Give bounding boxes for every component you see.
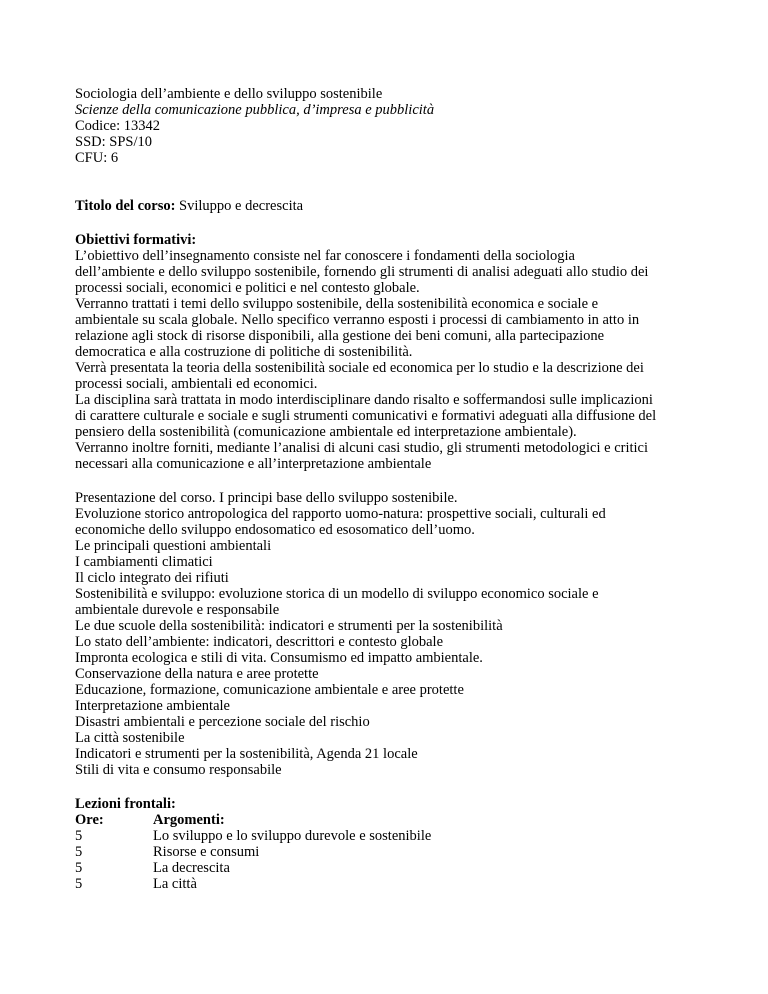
program-line: Presentazione del corso. I principi base dello sviluppo sostenibile. xyxy=(75,490,458,506)
objectives-line: La disciplina sarà trattata in modo interdisciplinare dando risalto e soffermandosi sulle implicazioni xyxy=(75,392,653,408)
lecture-row xyxy=(75,860,715,876)
course-title-label: Titolo del corso: xyxy=(75,198,176,214)
lectures-section xyxy=(75,796,715,892)
degree-name: Scienze della comunicazione pubblica, d’impresa e pubblicità xyxy=(75,102,435,118)
program-line: Indicatori e strumenti per la sostenibilità, Agenda 21 locale xyxy=(75,746,418,762)
course-header xyxy=(75,86,715,166)
lecture-hours: 5 xyxy=(75,876,83,892)
program-section xyxy=(75,490,715,778)
lectures-header-row xyxy=(75,812,715,828)
objectives-line: processi sociali, economici e politici e nel contesto globale. xyxy=(75,280,420,296)
lecture-hours: 5 xyxy=(75,828,83,844)
program-line: economiche dello sviluppo endosomatico ed esosomatico dell’uomo. xyxy=(75,522,475,538)
lecture-topic: Risorse e consumi xyxy=(153,844,260,860)
lecture-row xyxy=(75,876,715,892)
course-ssd: SSD: SPS/10 xyxy=(75,134,152,150)
hours-column-header: Ore: xyxy=(75,812,104,828)
program-line: Le due scuole della sostenibilità: indicatori e strumenti per la sostenibilità xyxy=(75,618,503,634)
program-line: Conservazione della natura e aree protette xyxy=(75,666,319,682)
program-line: La città sostenibile xyxy=(75,730,185,746)
objectives-line: necessari alla comunicazione e all’interpretazione ambientale xyxy=(75,456,432,472)
course-code: Codice: 13342 xyxy=(75,118,160,134)
objectives-line: Verranno trattati i temi dello sviluppo sostenibile, della sostenibilità economica e sociale e xyxy=(75,296,599,312)
program-line: ambientale durevole e responsabile xyxy=(75,602,280,618)
lecture-row xyxy=(75,844,715,860)
program-line: Stili di vita e consumo responsabile xyxy=(75,762,282,778)
objectives-line: relazione agli stock di risorse disponibili, alla gestione dei beni comuni, alla partecipazione xyxy=(75,328,605,344)
program-line: Il ciclo integrato dei rifiuti xyxy=(75,570,229,586)
objectives-line: democratica e alla costruzione di politiche di sostenibilità. xyxy=(75,344,413,360)
program-line: I cambiamenti climatici xyxy=(75,554,213,570)
program-line: Impronta ecologica e stili di vita. Consumismo ed impatto ambientale. xyxy=(75,650,483,666)
objectives-line: pensiero della sostenibilità (comunicazione ambientale ed interpretazione ambientale). xyxy=(75,424,577,440)
lecture-hours: 5 xyxy=(75,844,83,860)
course-title-value: Sviluppo e decrescita xyxy=(175,198,304,214)
topics-column-header: Argomenti: xyxy=(153,812,225,828)
objectives-line: ambientale su scala globale. Nello specifico verranno esposti i processi di cambiamento in atto in xyxy=(75,312,640,328)
lecture-topic: La decrescita xyxy=(153,860,230,876)
document-page xyxy=(75,86,715,892)
lecture-row xyxy=(75,828,715,844)
objectives-line: processi sociali, ambientali ed economici. xyxy=(75,376,318,392)
lecture-hours: 5 xyxy=(75,860,83,876)
objectives-line: Verrà presentata la teoria della sostenibilità sociale ed economica per lo studio e la descrizione dei xyxy=(75,360,644,376)
objectives-line: L’obiettivo dell’insegnamento consiste nel far conoscere i fondamenti della sociologia xyxy=(75,248,575,264)
course-name: Sociologia dell’ambiente e dello sviluppo sostenibile xyxy=(75,86,383,102)
program-line: Le principali questioni ambientali xyxy=(75,538,272,554)
lectures-heading: Lezioni frontali: xyxy=(75,796,176,812)
program-line: Disastri ambientali e percezione sociale del rischio xyxy=(75,714,370,730)
course-title xyxy=(75,198,715,214)
objectives-section xyxy=(75,232,715,472)
course-cfu: CFU: 6 xyxy=(75,150,119,166)
objectives-line: di carattere culturale e sociale e sugli strumenti comunicativi e formativi adeguati alla diffusione del xyxy=(75,408,657,424)
program-line: Interpretazione ambientale xyxy=(75,698,230,714)
objectives-heading: Obiettivi formativi: xyxy=(75,232,197,248)
program-line: Evoluzione storico antropologica del rapporto uomo-natura: prospettive sociali, culturali ed xyxy=(75,506,606,522)
program-line: Educazione, formazione, comunicazione ambientale e aree protette xyxy=(75,682,464,698)
objectives-line: dell’ambiente e dello sviluppo sostenibile, fornendo gli strumenti di analisi adeguati allo studio dei xyxy=(75,264,649,280)
objectives-line: Verranno inoltre forniti, mediante l’analisi di alcuni casi studio, gli strumenti metodologici e critici xyxy=(75,440,649,456)
lecture-topic: La città xyxy=(153,876,197,892)
program-line: Sostenibilità e sviluppo: evoluzione storica di un modello di sviluppo economico sociale e xyxy=(75,586,599,602)
lecture-topic: Lo sviluppo e lo sviluppo durevole e sostenibile xyxy=(153,828,432,844)
program-line: Lo stato dell’ambiente: indicatori, descrittori e contesto globale xyxy=(75,634,444,650)
